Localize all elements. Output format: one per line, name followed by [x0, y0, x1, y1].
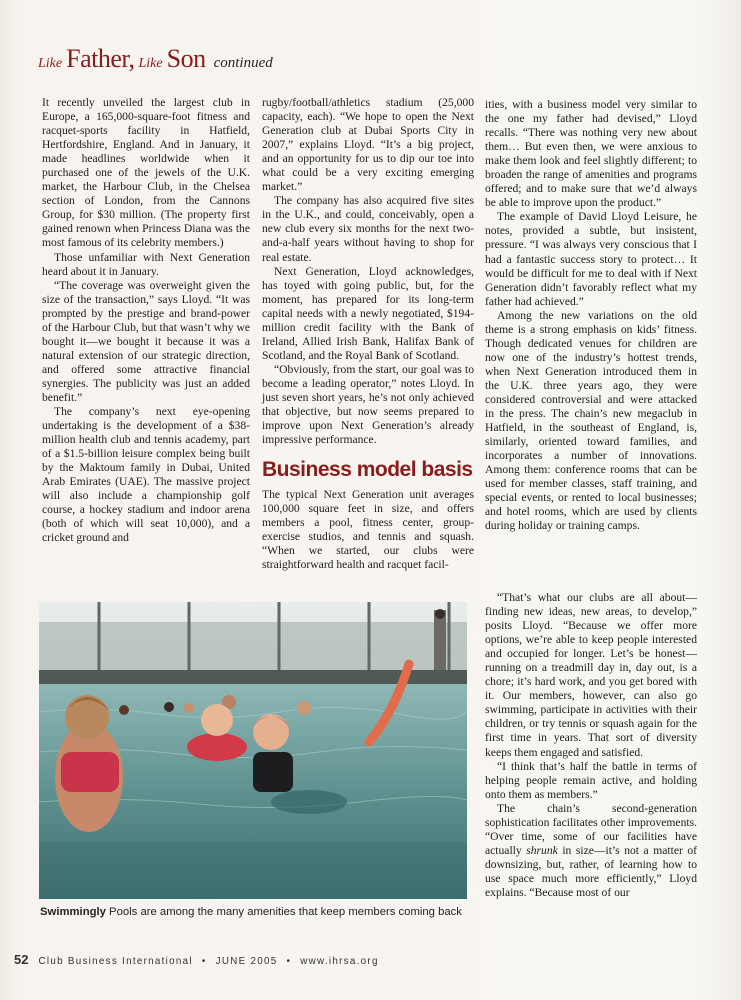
- running-head-father: Father,: [66, 44, 135, 73]
- paragraph: Among the new variations on the old theme is a strong emphasis on kids’ fitness. Though dedicated venues for children are now one of the industry’s hottest trends, when Next Generation introduced them in the U.K. three years ago, they were considered controversial and were attacked in the press. The chain’s new megaclub in Hatfield, in the southeast of England, is, similarly, oriented toward families, and incorporates a number of innovations. Among them: conference rooms that can be used for member classes, staff training, and special events, or rented to local businesses; and hotel rooms, which are used by clients during holiday or training camps.: [485, 308, 697, 533]
- photo-caption: [40, 906, 480, 918]
- article-column-1: [42, 96, 250, 546]
- website-url: www.ihrsa.org: [300, 956, 379, 967]
- separator: •: [286, 956, 292, 967]
- paragraph: Next Generation, Lloyd acknowledges, has toyed with going public, but, for the moment, has prepared for its long-term capital needs with a newly negotiated, $194-million credit facility with the Bank of Ireland, Allied Irish Bank, Halifax Bank of Scotland, and the Royal Bank of Scotland.: [262, 264, 474, 362]
- page-footer: [14, 952, 379, 967]
- pool-photo-illustration: [39, 602, 467, 899]
- article-column-3-bottom: [485, 591, 697, 900]
- page-number: 52: [14, 952, 29, 967]
- issue-date: JUNE 2005: [215, 956, 278, 967]
- paragraph: The example of David Lloyd Leisure, he notes, provided a subtle, but insistent, pressure. “I was always very conscious that I had a fantastic success story to protect… It would be difficult for me to deal with if Next Generation didn’t favorably reflect what my father had achieved.”: [485, 210, 697, 308]
- paragraph: The company’s next eye-opening undertaking is the development of a $38-million health club and tennis academy, part of a $1.5-billion leisure complex being built by the Maktoum family in Dubai, United Arab Emirates (UAE). The massive project will also include a championship golf course, a hockey stadium and indoor arena (both of which will seat 10,000), and a cricket ground and: [42, 405, 250, 545]
- running-head: [38, 44, 273, 74]
- running-head-son: Son: [166, 44, 206, 73]
- pool-photo: [39, 602, 467, 899]
- text-run: The chain’s second-generation sophistication facilitates other improvements. “Over time, some of our facilities have actually: [485, 801, 697, 857]
- running-head-like-1: Like: [38, 56, 63, 71]
- paragraph: ities, with a business model very similar to the one my father had devised,” Lloyd recalls. “There was nothing very new about them… But even then, we were anxious to make them look and feel slightly different; to broaden the range of amenities and programs offered; and to make sure that we’d always be able to improve upon the product.”: [485, 98, 697, 210]
- running-head-continued: continued: [213, 55, 273, 71]
- emphasis: shrunk: [526, 843, 558, 857]
- separator: •: [201, 956, 207, 967]
- paragraph: “I think that’s half the battle in terms of helping people remain active, and holding onto them as members.”: [485, 759, 697, 801]
- caption-text: Pools are among the many amenities that keep members coming back: [105, 906, 462, 918]
- paragraph: rugby/football/athletics stadium (25,000 capacity, each). “We hope to open the Next Generation club at Dubai Sports City in 2007,” explains Lloyd. “It’s a big project, and an opportunity for us to dip our toe into what could be a very exciting emerging market.”: [262, 96, 474, 194]
- paragraph: [485, 802, 697, 900]
- publication-name: Club Business International: [38, 956, 193, 967]
- paragraph: It recently unveiled the largest club in Europe, a 165,000-square-foot fitness and racquet-sports facility in Hatfield, Hertfordshire, England. And in January, it made headlines worldwide when it purchased one of the jewels of the U.K. market, the Harbour Club, in the Chelsea section of London, from the Cannons Group, for $30 million. (The property first gained renown when Princess Diana was the most famous of its celebrity members.): [42, 96, 250, 250]
- paragraph: “The coverage was overweight given the size of the transaction,” says Lloyd. “It was prompted by the prestige and brand-power of the Harbour Club, but that wasn’t why we bought it—we bought it because it was a natural extension of our strategic direction, and offered some attractive financial synergies. The publicity was just an added benefit.”: [42, 278, 250, 404]
- article-column-2: [262, 96, 474, 572]
- article-column-3-top: [485, 98, 697, 533]
- paragraph: The company has also acquired five sites in the U.K., and could, conceivably, open a new club every six months for the next two-and-a-half years without having to shop for real estate.: [262, 194, 474, 264]
- paragraph: “That’s what our clubs are all about—finding new ideas, new areas, to develop,” posits Lloyd. “Because we offer more options, we’re able to keep people interested and occupied for longer. Let’s be honest—running on a treadmill day in, day out, is a chore; it’s hard work, and you get bored with it. Our members, however, can also go swimming, participate in activities with their children, or try tennis or squash again for the first time in years. That sort of diversity keeps them engaged and satisfied.: [485, 591, 697, 759]
- paragraph: The typical Next Generation unit averages 100,000 square feet in size, and offers members a pool, fitness center, group-exercise studios, and tennis and squash. “When we started, our clubs were straightforward health and racquet facil-: [262, 488, 474, 572]
- caption-lead: Swimmingly: [40, 906, 106, 918]
- paragraph: “Obviously, from the start, our goal was to become a leading operator,” notes Lloyd. In just seven short years, he’s not only achieved that objective, but now seems prepared to improve upon Next Generation’s already impressive performance.: [262, 362, 474, 447]
- section-subhead: Business model basis: [262, 458, 473, 482]
- paragraph: Those unfamiliar with Next Generation heard about it in January.: [42, 250, 250, 278]
- running-head-like-2: Like: [138, 56, 163, 71]
- text-run: in size—it’s not a matter of downsizing, but, rather, of learning how to use space much more efficiently,” Lloyd explains. “Because most of our: [485, 843, 698, 899]
